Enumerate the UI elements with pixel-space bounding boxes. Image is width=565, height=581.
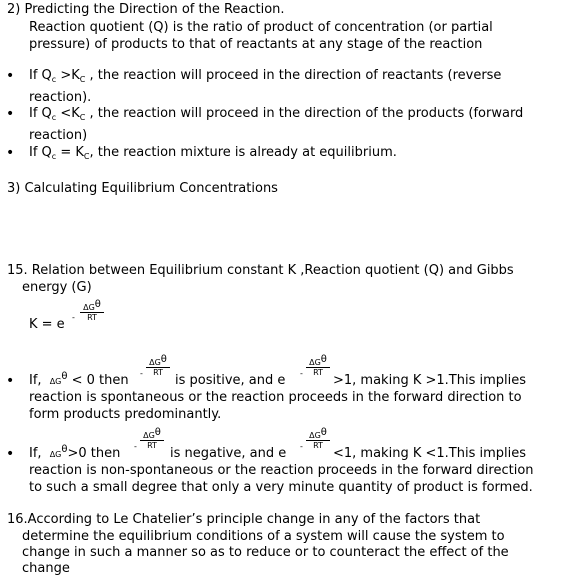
delta-g: ΔG — [49, 450, 62, 459]
section-3-heading: 3) Calculating Equilibrium Concentrations — [7, 181, 278, 196]
minus-sign: - — [140, 369, 143, 378]
bullet-dot: • — [6, 106, 15, 122]
text: If, — [29, 446, 42, 461]
minus-sign: - — [300, 369, 303, 378]
text: <1, making K <1.This implies — [333, 446, 526, 461]
section-16-line-1: 16.According to Le Chatelier’s principle change in any of the factors that — [7, 512, 481, 527]
k-equation — [29, 317, 65, 334]
text: >1, making K >1.This implies — [333, 373, 526, 388]
subscript: C — [83, 152, 90, 161]
exp-num: ΔG — [143, 431, 155, 440]
section-15-heading: 15. Relation between Equilibrium constant K ,Reaction quotient (Q) and Gibbs — [7, 263, 514, 278]
minus-sign: - — [134, 442, 137, 451]
subscript: C — [79, 75, 86, 84]
bullet-dot: • — [6, 446, 15, 462]
text: is negative, and e — [170, 446, 287, 461]
exp-den: RT — [147, 441, 157, 450]
delta-g: ΔG — [49, 377, 62, 386]
text: If Q — [29, 145, 52, 160]
text: If Q — [29, 68, 52, 83]
exp-den: RT — [313, 441, 323, 450]
text: reaction is spontaneous or the reaction proceeds in the forward direction to — [29, 390, 522, 405]
text: reaction is non-spontaneous or the reaction proceeds in the forward direction — [29, 463, 534, 478]
text: <K — [56, 106, 80, 121]
text: If, — [29, 373, 42, 388]
subscript: c — [51, 75, 57, 84]
subscript: c — [51, 113, 57, 122]
text: If Q — [29, 106, 52, 121]
exp-den: RT — [153, 368, 163, 377]
minus-sign: - — [300, 442, 303, 451]
section-16-line-2: determine the equilibrium conditions of a system will cause the system to — [22, 529, 505, 544]
bullet-dot: • — [6, 373, 15, 389]
exp-den: RT — [87, 313, 97, 322]
theta: θ — [61, 444, 68, 455]
section-2-line-2: pressure) of products to that of reactants at any stage of the reaction — [29, 37, 483, 52]
theta: θ — [320, 427, 327, 438]
text: form products predominantly. — [29, 407, 222, 422]
exp-num: ΔG — [309, 358, 321, 367]
text: >K — [56, 68, 80, 83]
k-equals-e: K = e — [29, 317, 65, 332]
section-2-heading: 2) Predicting the Direction of the Reaction. — [7, 2, 285, 17]
bullet-dot: • — [6, 68, 15, 84]
bullet-continuation: reaction) — [29, 128, 88, 143]
text: , the reaction mixture is already at equilibrium. — [89, 145, 397, 160]
section-15-heading-2: energy (G) — [22, 280, 92, 295]
subscript: c — [51, 152, 57, 161]
theta: θ — [94, 299, 101, 310]
bullet-continuation: reaction). — [29, 90, 92, 105]
exp-num: ΔG — [309, 431, 321, 440]
text: >0 then — [67, 446, 121, 461]
exp-num: ΔG — [83, 303, 95, 312]
section-16-line-4: change — [22, 561, 70, 576]
text: = K — [56, 145, 84, 160]
text: < 0 then — [67, 373, 129, 388]
section-16-line-3: change in such a manner so as to reduce or to counteract the effect of the — [22, 545, 509, 560]
bullet-dot: • — [6, 145, 15, 161]
exp-num: ΔG — [149, 358, 161, 367]
text: , the reaction will proceed in the direction of reactants (reverse — [85, 68, 502, 83]
section-2-line-1: Reaction quotient (Q) is the ratio of product of concentration (or partial — [29, 20, 493, 35]
theta: θ — [160, 354, 167, 365]
theta: θ — [320, 354, 327, 365]
exp-den: RT — [313, 368, 323, 377]
text: is positive, and e — [175, 373, 286, 388]
theta: θ — [61, 371, 68, 382]
minus-sign: - — [72, 313, 75, 322]
theta: θ — [154, 427, 161, 438]
text: to such a small degree that only a very minute quantity of product is formed. — [29, 480, 533, 495]
subscript: C — [79, 113, 86, 122]
text: , the reaction will proceed in the direction of the products (forward — [85, 106, 524, 121]
